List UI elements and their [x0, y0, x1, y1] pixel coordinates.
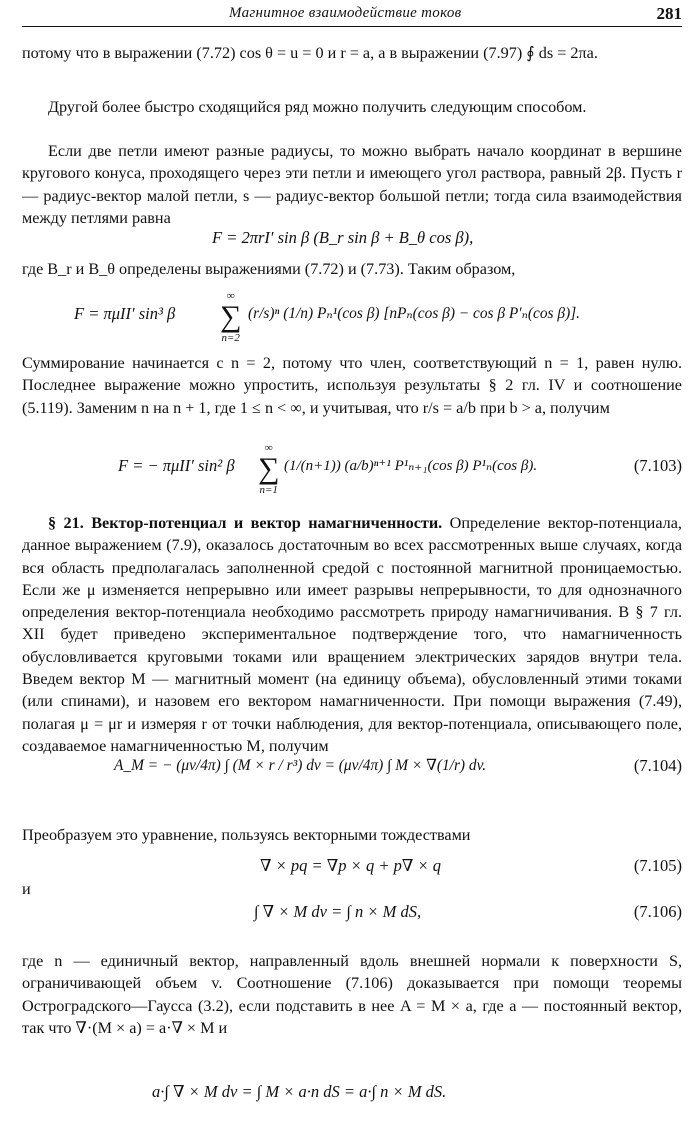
paragraph-2: Другой более быстро сходящийся ряд можно получить следующим способом.	[48, 98, 587, 116]
paragraph-6-text: Определение вектор-потенциала, данное выражением (7.9), оказалось достаточным во всех рассмотренных выше случаях, когда вся область предполагалась заполненной средой с постоянной магнитной проницаемостью. Если же μ изменяется непрерывно или имеет разрывы непрерывности, то для однозначного определения вектор-потенциала необходимо рассмотреть природу намагничивания. В § 7 гл. XII будет приведено экспериментальное подтверждение того, что намагниченность обусловливается круговыми токами или вращением электрических зарядов внутри тела. Введем вектор M — магнитный момент (на единицу объема), обусловленный этими токами (или спинами), и назовем его вектором намагниченности. При помощи выражения (7.49), полагая μ = μr и измеряя r от точки наблюдения, для вектор-потенциала, описывающего поле, создаваемое намагниченностью M, получим	[22, 514, 682, 755]
paragraph-1: потому что в выражении (7.72) cos θ = u = 0 и r = a, а в выражении (7.97) ∮ ds = 2πa.	[22, 44, 598, 62]
paragraph-9: где n — единичный вектор, направленный вдоль внешней нормали к поверхности S, ограничивающей объем v. Соотношение (7.106) доказывается при помощи теоремы Остроградского—Гаусса (3.2), если подставить в нее A = M × a, где a — постоянный вектор, так что ∇·(M × a) = a·∇ × M и	[22, 952, 682, 1037]
equation-7-103-left: F = − πμII′ sin² β	[118, 456, 235, 475]
paragraph-4: где B_r и B_θ определены выражениями (7.72) и (7.73). Таким образом,	[22, 260, 516, 278]
equation-7-104	[22, 738, 682, 802]
equation-series	[22, 290, 682, 350]
equation-series-left: F = πμII′ sin³ β	[74, 304, 176, 323]
equation-series-right: (r/s)ⁿ (1/n) Pₙ¹(cos β) [nPₙ(cos β) − cos β P′ₙ(cos β)].	[248, 305, 581, 322]
equation-7-103	[22, 440, 682, 500]
equation-number: (7.106)	[633, 902, 682, 921]
equation-number: (7.105)	[633, 856, 682, 875]
equation-number: (7.103)	[633, 456, 682, 475]
equation-last	[22, 1078, 682, 1118]
section-heading: § 21. Вектор-потенциал и вектор намагниченности.	[48, 514, 443, 532]
running-header	[22, 4, 682, 27]
running-title: Магнитное взаимодействие токов	[229, 5, 462, 21]
paragraph-5: Суммирование начинается с n = 2, потому что член, соответствующий n = 1, равен нулю. Последнее выражение можно упростить, используя результаты § 2 гл. IV и соотношение (5.119). Заменим n на n + 1, где 1 ≤ n < ∞, и учитывая, что r/s = a/b при b > a, получим	[22, 354, 682, 417]
paragraph-6	[22, 512, 682, 757]
summation-sign: ∞ ∑ n=1	[258, 442, 280, 496]
equation-7-103-right: (1/(n+1)) (a/b)ⁿ⁺¹ P¹ₙ₊₁(cos β) P¹ₙ(cos β).	[284, 458, 538, 474]
equation-7-106-text: ∫ ∇ × M dv = ∫ n × M dS,	[254, 902, 422, 921]
equation-number: (7.104)	[633, 756, 682, 775]
page-number: 281	[656, 4, 682, 23]
paragraph-7: Преобразуем это уравнение, пользуясь векторными тождествами	[22, 826, 471, 844]
paragraph-3: Если две петли имеют разные радиусы, то можно выбрать начало координат в вершине кругового конуса, проходящего через эти петли и имеющего угол раствора, равный 2β. Пусть r — радиус-вектор малой петли, s — радиус-вектор большой петли; тогда сила взаимодействия между петлями равна	[22, 142, 682, 227]
summation-sign: ∞ ∑ n=2	[220, 290, 242, 344]
equation-7-105-text: ∇ × pq = ∇p × q + p∇ × q	[260, 856, 441, 875]
equation-force-text: F = 2πrI′ sin β (B_r sin β + B_θ cos β),	[212, 228, 474, 247]
equation-7-104-text: A_M = − (μv/4π) ∫ (M × r / r³) dv = (μv/4π) ∫ M × ∇(1/r) dv.	[114, 757, 487, 774]
equation-last-text: a·∫ ∇ × M dv = ∫ M × a·n dS = a·∫ n × M dS.	[152, 1082, 447, 1101]
paragraph-8: и	[22, 880, 31, 898]
equation-7-106	[22, 896, 682, 946]
